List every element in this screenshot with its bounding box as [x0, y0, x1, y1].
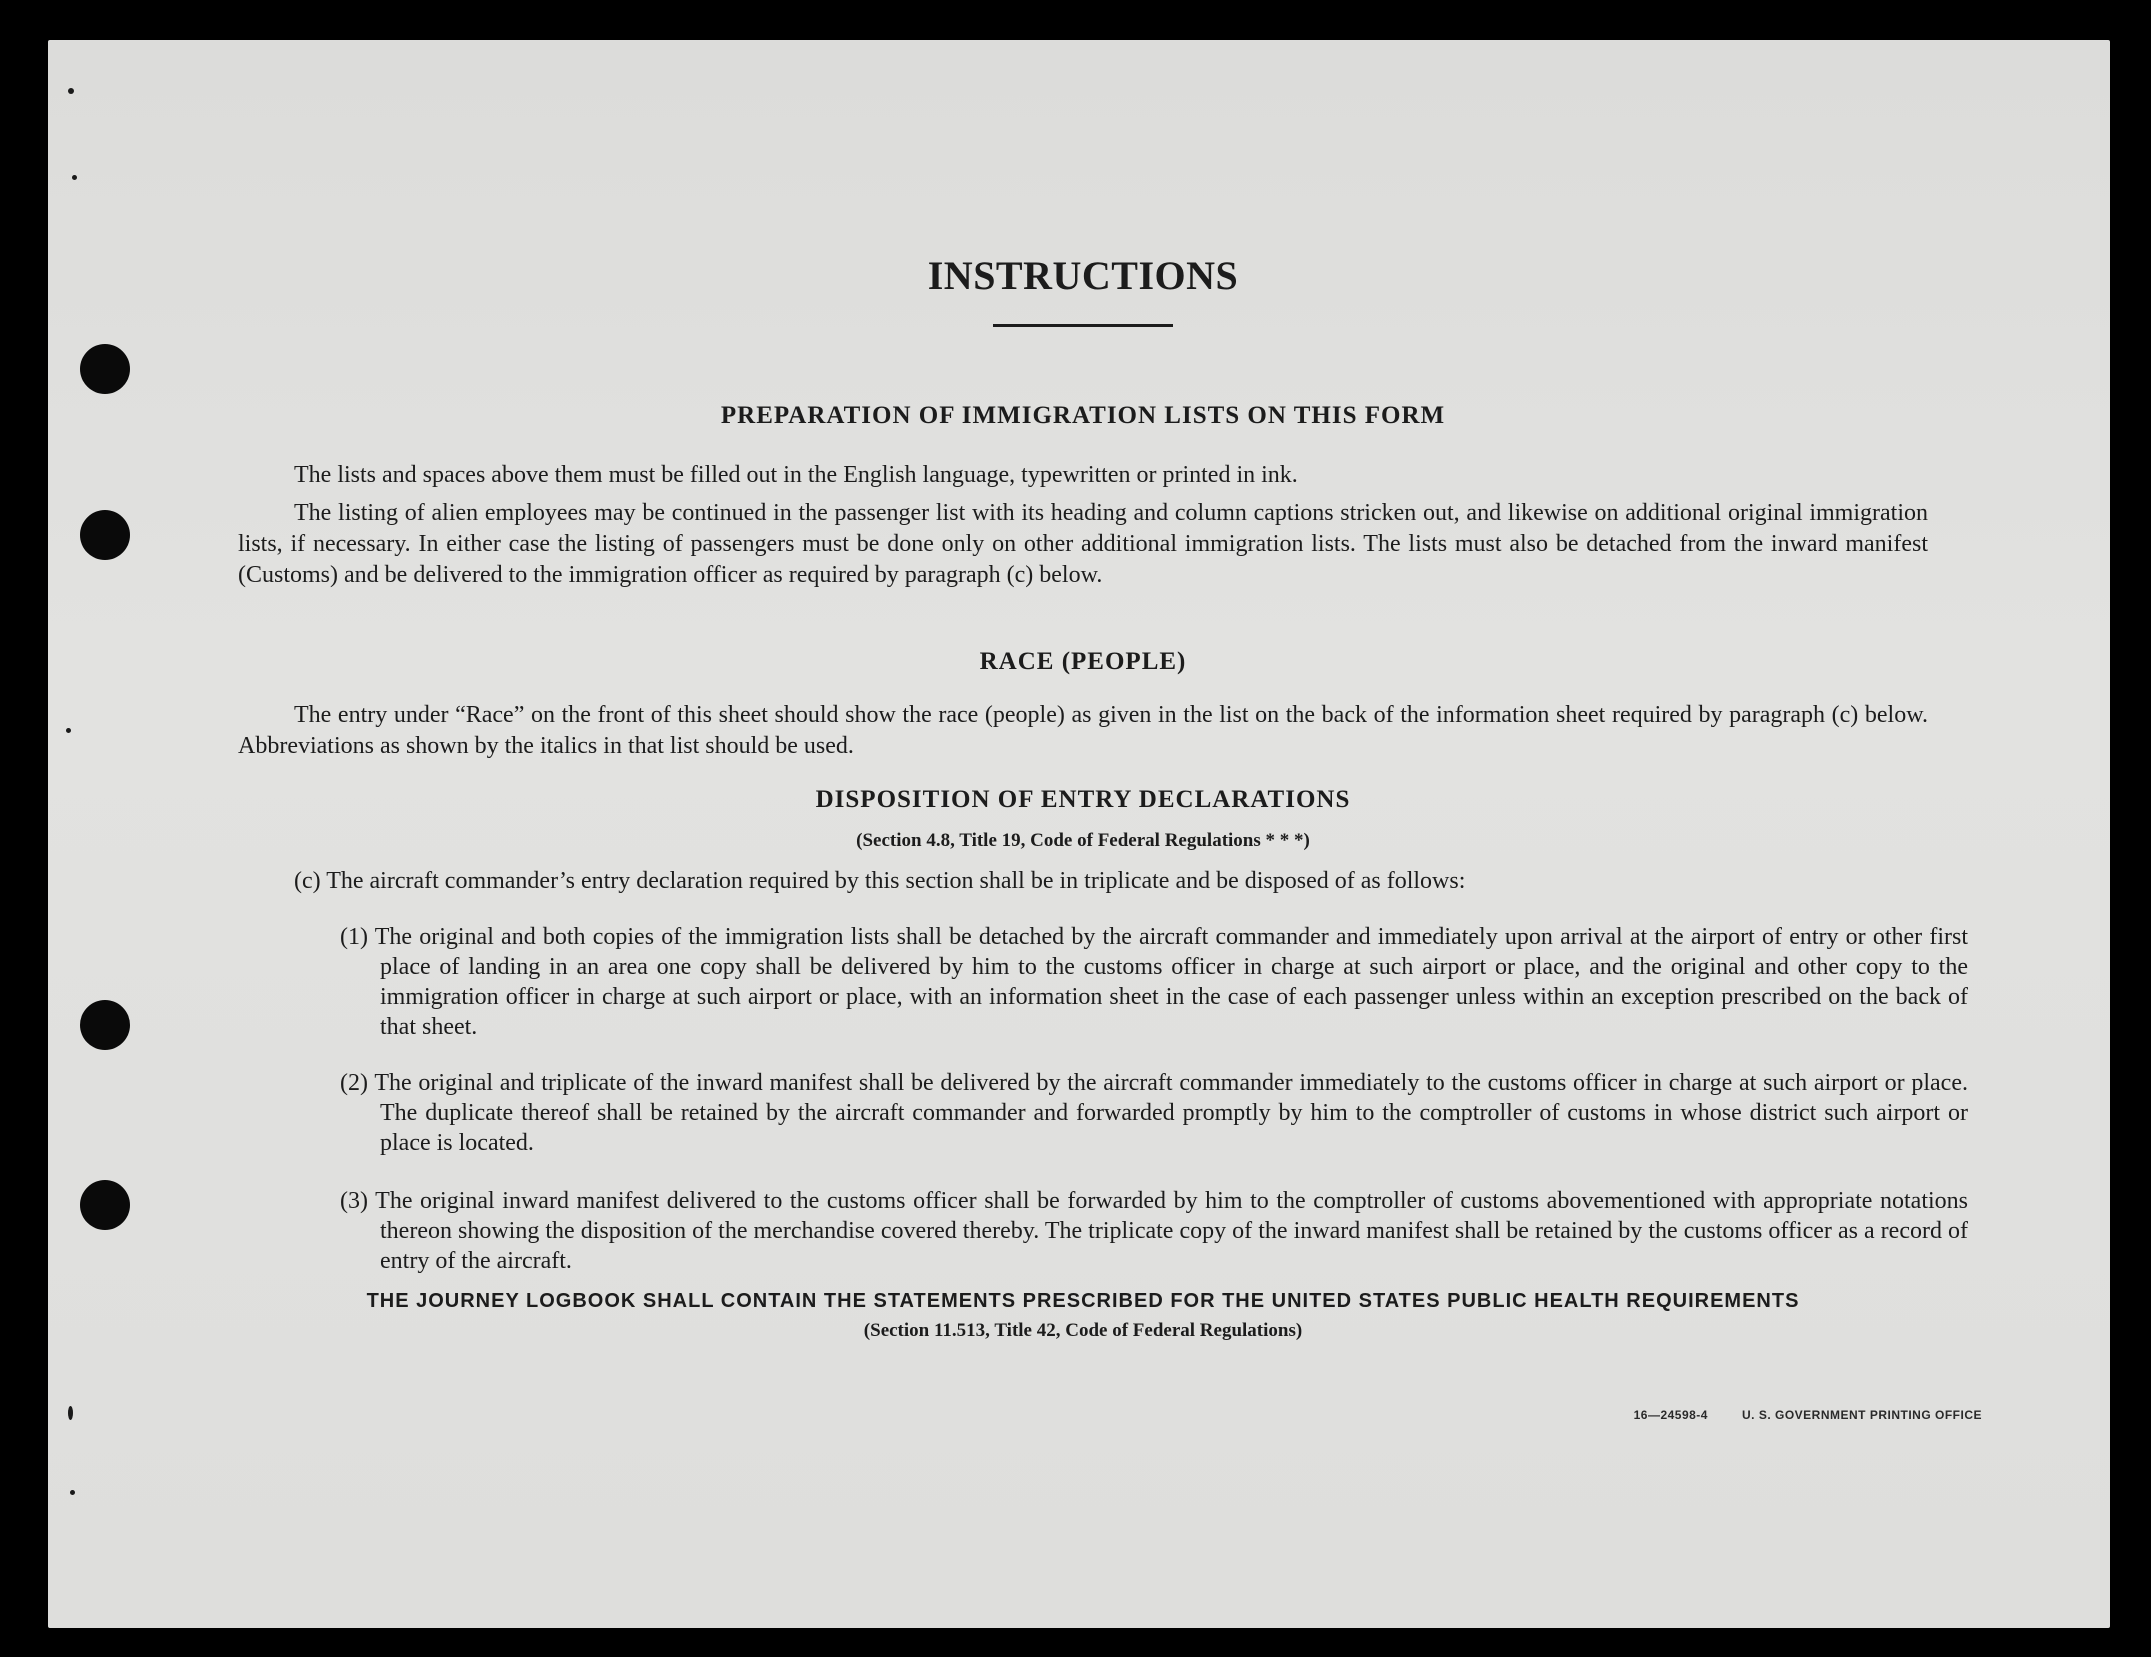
paragraph-race: The entry under “Race” on the front of this sheet should show the race (people) as given in the list on the back of the information sheet required by paragraph (c) below. Abbreviations as shown by the italics in that list should be used. — [238, 702, 1928, 759]
printer-imprint — [1634, 1408, 1982, 1422]
punch-hole — [80, 510, 130, 560]
punch-hole — [80, 344, 130, 394]
section-heading-preparation: PREPARATION OF IMMIGRATION LISTS ON THIS FORM — [720, 402, 1446, 429]
disposition-item-2 — [340, 1068, 1968, 1158]
item-text: The original inward manifest delivered to the customs officer shall be forwarded by him to the comptroller of customs abovementioned with appropriate notations thereon showing the disposition of the merchandise covered thereby. The triplicate copy of the inward manifest shall be retained by the customs officer as a record of entry of the aircraft. — [375, 1188, 1969, 1274]
ink-speck — [70, 1490, 75, 1495]
title-underline — [993, 324, 1173, 327]
disposition-item-1 — [340, 922, 1968, 1042]
paragraph-preparation-1: The lists and spaces above them must be filled out in the English language, typewritten or printed in ink. — [294, 462, 1298, 488]
disposition-intro: (c) The aircraft commander’s entry declaration required by this section shall be in triplicate and be disposed of as follows: — [294, 868, 1466, 894]
section-heading-disposition: DISPOSITION OF ENTRY DECLARATIONS — [815, 786, 1351, 813]
punch-hole — [80, 1180, 130, 1230]
form-number: 16—24598-4 — [1633, 1408, 1708, 1422]
ink-speck — [68, 1406, 73, 1420]
page-title: INSTRUCTIONS — [927, 253, 1239, 298]
section-heading-race: RACE (PEOPLE) — [979, 648, 1187, 675]
item-text: The original and both copies of the immigration lists shall be detached by the aircraft commander and immediately upon arrival at the airport of entry or other first place of landing in an area one copy shall be delivered by him to the customs officer in charge at such airport or place, and the original and other copy to the immigration officer in charge at such airport or place, with an information sheet in the case of each passenger unless within an exception prescribed on the back of that sheet. — [374, 924, 1968, 1040]
ink-speck — [72, 175, 77, 180]
ink-speck — [68, 88, 74, 94]
item-number: (2) — [340, 1070, 368, 1096]
disposition-citation: (Section 4.8, Title 19, Code of Federal Regulations * * *) — [856, 830, 1310, 851]
punch-hole — [80, 1000, 130, 1050]
public-health-statement: THE JOURNEY LOGBOOK SHALL CONTAIN THE STATEMENTS PRESCRIBED FOR THE UNITED STATES PUBLIC HEALTH REQUIREMENTS — [366, 1290, 1800, 1312]
printer-name: U. S. GOVERNMENT PRINTING OFFICE — [1741, 1408, 1982, 1422]
item-text: The original and triplicate of the inward manifest shall be delivered by the aircraft commander immediately to the customs officer in charge at such airport or place. The duplicate thereof shall be retained by the aircraft commander and forwarded promptly by him to the comptroller of customs in whose district such airport or place is located. — [374, 1070, 1968, 1156]
item-number: (1) — [340, 924, 368, 950]
document-page — [48, 40, 2110, 1628]
public-health-citation: (Section 11.513, Title 42, Code of Federal Regulations) — [863, 1320, 1303, 1341]
disposition-item-3 — [340, 1186, 1968, 1276]
paragraph-preparation-2: The listing of alien employees may be continued in the passenger list with its heading and column captions stricken out, and likewise on additional original immigration lists, if necessary. In either case the listing of passengers must be done only on other additional immigration lists. The lists must also be detached from the inward manifest (Customs) and be delivered to the immigration officer as required by paragraph (c) below. — [238, 500, 1928, 588]
item-number: (3) — [340, 1188, 368, 1214]
ink-speck — [66, 728, 71, 733]
